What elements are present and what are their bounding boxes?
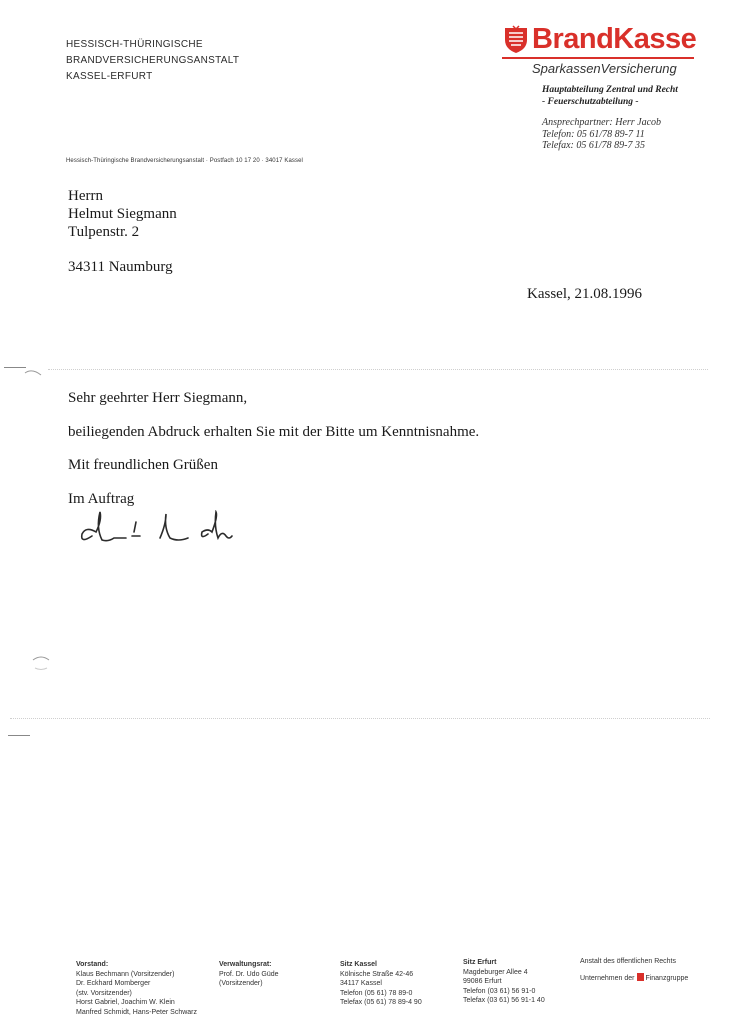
sender-line: BRANDVERSICHERUNGSANSTALT [66,55,240,66]
footer-legal-suffix: Finanzgruppe [645,974,689,982]
footer-line: Horst Gabriel, Joachim W. Klein [76,999,175,1006]
footer-heading: Sitz Erfurt [463,959,497,966]
scan-dotted-line [48,369,708,371]
sign-prefix: Im Auftrag [68,491,135,507]
footer-line: Magdeburger Allee 4 [463,968,528,976]
footer-line: Telefax (05 61) 78 89-4 90 [340,999,422,1006]
footer-line: Dr. Eckhard Momberger [76,980,151,987]
fold-mark [4,367,26,368]
sender-line: KASSEL-ERFURT [66,71,153,82]
letter-closing: Mit freundlichen Grüßen [68,457,218,473]
return-address: Hessisch-Thüringische Brandversicherungsanstalt · Postfach 10 17 20 · 34017 Kassel [66,158,303,164]
footer-line: Telefon (03 61) 56 91-0 [463,987,536,995]
footer-line: 34117 Kassel [340,980,382,987]
recipient-salutation: Herrn [68,188,103,204]
footer-heading: Verwaltungsrat: [219,961,272,968]
letter-body: beiliegenden Abdruck erhalten Sie mit der Bitte um Kenntnisnahme. [68,424,480,440]
footer-legal [580,957,688,983]
footer-legal-group [580,973,688,984]
footer-line: 99086 Erfurt [463,978,502,985]
punch-hole-mark [30,652,52,674]
contact-block [542,117,661,152]
sender-line: HESSISCH-THÜRINGISCHE [66,39,203,50]
department-subline: - Feuerschutzabteilung - [542,97,639,107]
punch-mark [24,367,44,381]
recipient-city: 34311 Naumburg [68,259,173,275]
logo-rule [502,57,694,59]
fold-mark [8,735,30,736]
department-block [542,84,678,108]
footer-line: (Vorsitzender) [219,980,263,987]
scan-dotted-line [10,718,710,720]
brand-name: BrandKasse [532,23,697,55]
footer-heading: Sitz Kassel [340,961,377,968]
contact-person: Ansprechpartner: Herr Jacob [542,117,662,128]
footer-line: Prof. Dr. Udo Güde [219,970,279,978]
footer-sitz-erfurt [463,958,545,1006]
footer-line: Kölnische Straße 42-46 [340,970,414,978]
footer-line: Klaus Bechmann (Vorsitzender) [76,970,175,978]
brand-subtitle: SparkassenVersicherung [532,61,677,76]
footer-line: (stv. Vorsitzender) [76,989,132,997]
sparkasse-icon [637,973,644,981]
letter-greeting: Sehr geehrter Herr Siegmann, [68,390,248,406]
contact-phone: Telefon: 05 61/78 89-7 11 [542,128,645,140]
footer-vorstand [76,960,197,1017]
recipient-street: Tulpenstr. 2 [68,224,140,240]
footer-line: Telefon (05 61) 78 89-0 [340,989,413,997]
footer-legal-line: Anstalt des öffentlichen Rechts [580,958,676,965]
footer-line: Manfred Schmidt, Hans-Peter Schwarz [76,1008,197,1016]
footer-line: Telefax (03 61) 56 91-1 40 [463,997,545,1004]
footer-verwaltungsrat [219,960,279,989]
signature [74,510,234,550]
letter-date: Kassel, 21.08.1996 [527,286,642,302]
footer-sitz-kassel [340,960,422,1008]
contact-fax: Telefax: 05 61/78 89-7 35 [542,140,645,151]
department-line: Hauptabteilung Zentral und Recht [542,85,678,95]
footer-heading: Vorstand: [76,961,109,968]
brandkasse-logo [502,23,697,76]
footer-legal-prefix: Unternehmen der [580,974,635,982]
recipient-name: Helmut Siegmann [68,206,177,222]
recipient-address [68,187,177,276]
sender-block [66,37,239,85]
crest-icon [502,24,530,54]
